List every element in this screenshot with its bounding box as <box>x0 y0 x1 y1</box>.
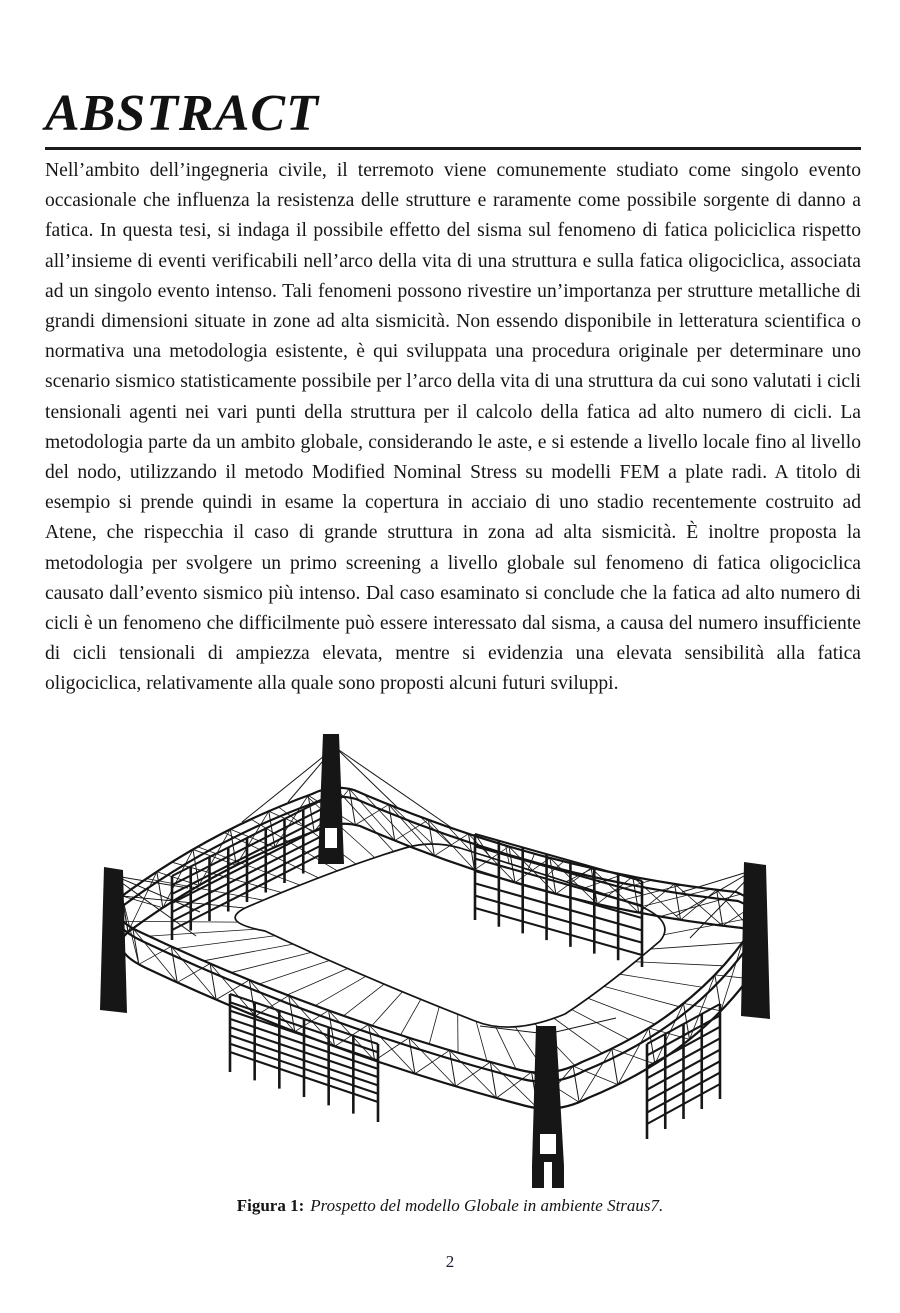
figure-container <box>60 726 840 1196</box>
caption-text: Prospetto del modello Globale in ambiente Straus7. <box>310 1196 664 1215</box>
pylon-front <box>532 1026 564 1188</box>
page-title: ABSTRACT <box>45 85 319 142</box>
title-divider-rule <box>45 147 861 150</box>
abstract-paragraph: Nell’ambito dell’ingegneria civile, il terremoto viene comunemente studiato come singolo evento occasionale che influenza la resistenza delle strutture e raramente come possibile sorgente di danno a fatica. In questa tesi, si indaga il possibile effetto del sisma sul fenomeno di fatica policiclica rispetto all’insieme di eventi verificabili nell’arco della vita di una struttura e sulla fatica oligociclica, associata ad un singolo evento intenso. Tali fenomeni possono rivestire un’importanza per strutture metalliche di grandi dimensioni situate in zone ad alta sismicità. Non essendo disponibile in letteratura scientifica o normativa una metodologia esistente, è qui sviluppata una procedura originale per determinare uno scenario sismico statisticamente possibile per l’arco della vita di una struttura da cui sono valutati i cicli tensionali agenti nei vari punti della struttura per il calcolo della fatica ad alto numero di cicli. La metodologia parte da un ambito globale, considerando le aste, e si estende a livello locale fino al livello del nodo, utilizzando il metodo Modified Nominal Stress su modelli FEM a plate radi. A titolo di esempio si prende quindi in esame la copertura in acciaio di uno stadio recentemente costruito ad Atene, che rispecchia il caso di grande struttura in zona ad alta sismicità. È inoltre proposta la metodologia per svolgere un primo screening a livello globale sul fenomeno di fatica oligociclica causato dall’evento sismico più intenso. Dal caso esaminato si conclude che la fatica ad alto numero di cicli è un fenomeno che difficilmente può essere interessato dal sisma, a causa del numero insufficiente di cicli tensionali di ampiezza elevata, mentre si evidenzia una elevata sensibilità alla fatica oligociclica, relativamente alla quale sono proposti alcuni futuri sviluppi. <box>45 160 861 695</box>
pylon-back <box>318 734 344 864</box>
caption-label: Figura 1: <box>236 1196 305 1215</box>
pylon-right <box>741 862 770 1019</box>
figure-caption <box>0 1196 900 1216</box>
grandstand-panels <box>172 800 720 1139</box>
pylon-left <box>100 867 127 1013</box>
corner-pylons <box>100 734 770 1188</box>
figure-stadium-wireframe <box>60 726 840 1196</box>
page-number: 2 <box>445 1252 455 1271</box>
